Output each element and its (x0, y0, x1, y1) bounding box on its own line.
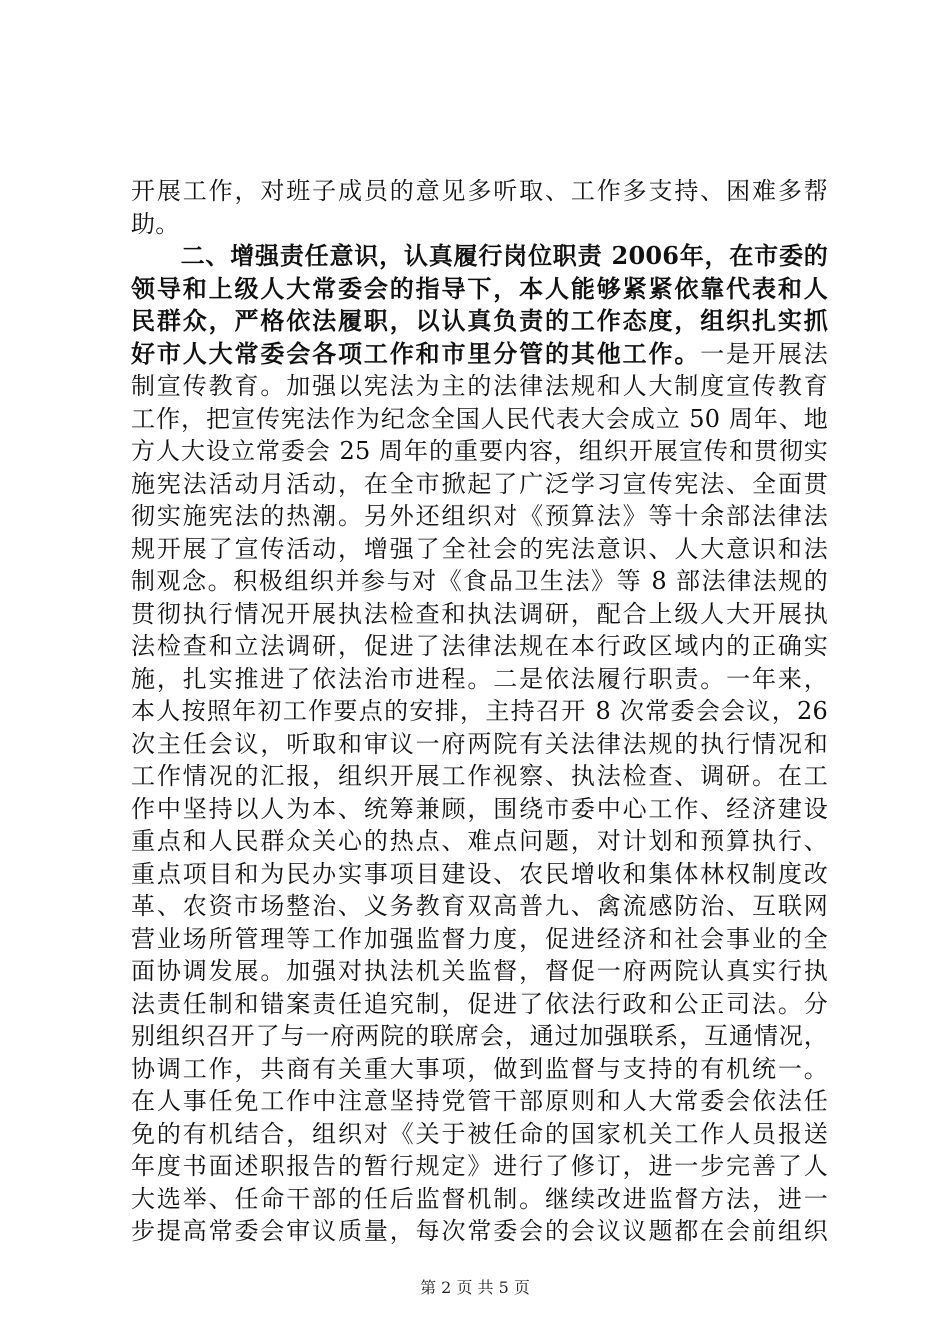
text-line: 工作，把宣传宪法作为纪念全国人民代表大会成立 50 周年、地 (131, 404, 828, 433)
text-line: 规开展了宣传活动，增强了全社会的宪法意识、人大意识和法 (131, 534, 828, 563)
page-footer (0, 1278, 950, 1298)
text-line: 作中坚持以人为本、统筹兼顾，围绕市委中心工作、经济建设 (131, 794, 828, 823)
text-line: 施，扎实推进了依法治市进程。二是依法履行职责。一年来， (131, 664, 828, 693)
text-line: 面协调发展。加强对执法机关监督，督促一府两院认真实行执 (131, 957, 828, 985)
document-body (131, 175, 828, 1248)
text-line: 民群众，严格依法履职，以认真负责的工作态度，组织扎实抓 (131, 306, 828, 335)
text-line: 营业场所管理等工作加强监督力度，促进经济和社会事业的全 (131, 924, 828, 953)
text-line: 制宣传教育。加强以宪法为主的法律法规和人大制度宣传教育 (131, 372, 828, 400)
text-line: 重点和人民群众关心的热点、难点问题，对计划和预算执行、 (131, 827, 828, 855)
text-line: 在人事任免工作中注意坚持党管干部原则和人大常委会依法任 (131, 1087, 828, 1115)
text-line: 施宪法活动月活动，在全市掀起了广泛学习宣传宪法、全面贯 (131, 469, 828, 498)
text-line: 次主任会议，听取和审议一府两院有关法律法规的执行情况和 (131, 729, 828, 758)
text-line: 步提高常委会审议质量，每次常委会的会议议题都在会前组织 (131, 1217, 828, 1245)
text-line: 制观念。积极组织并参与对《食品卫生法》等 8 部法律法规的 (131, 567, 828, 595)
text-line: 方人大设立常委会 25 周年的重要内容，组织开展宣传和贯彻实 (131, 437, 828, 465)
text-line (131, 338, 828, 371)
text-line: 革、农资市场整治、义务教育双高普九、禽流感防治、互联网 (131, 892, 828, 920)
text-line: 贯彻执行情况开展执法检查和执法调研，配合上级人大开展执 (131, 599, 828, 628)
text-line: 本人按照年初工作要点的安排，主持召开 8 次常委会会议，26 (131, 697, 828, 725)
text-segment: 一是开展法 (700, 339, 829, 368)
bold-text-segment: 好市人大常委会各项工作和市里分管的其他工作。 (131, 338, 701, 368)
text-line: 二、增强责任意识，认真履行岗位职责 2006年，在市委的 (131, 241, 828, 270)
text-line: 助。 (131, 209, 180, 238)
text-line: 法责任制和错案责任追究制，促进了依法行政和公正司法。分 (131, 989, 828, 1018)
page-indicator: 第 2 页 共 5 页 (420, 1278, 530, 1297)
text-line: 彻实施宪法的热潮。另外还组织对《预算法》等十余部法律法 (131, 502, 828, 530)
text-line: 法检查和立法调研，促进了法律法规在本行政区域内的正确实 (131, 632, 828, 660)
text-line: 开展工作，对班子成员的意见多听取、工作多支持、困难多帮 (131, 177, 828, 205)
text-line: 别组织召开了与一府两院的联席会，通过加强联系，互通情况， (131, 1022, 828, 1050)
text-line: 年度书面述职报告的暂行规定》进行了修订，进一步完善了人 (131, 1152, 828, 1180)
text-line: 大选举、任命干部的任后监督机制。继续改进监督方法，进一 (131, 1184, 828, 1213)
text-line: 工作情况的汇报，组织开展工作视察、执法检查、调研。在工 (131, 762, 828, 790)
text-line: 重点项目和为民办实事项目建设、农民增收和集体林权制度改 (131, 859, 828, 888)
text-line: 协调工作，共商有关重大事项，做到监督与支持的有机统一。 (131, 1054, 828, 1083)
text-line: 领导和上级人大常委会的指导下，本人能够紧紧依靠代表和人 (131, 273, 828, 303)
text-line: 免的有机结合，组织对《关于被任命的国家机关工作人员报送 (131, 1119, 828, 1148)
